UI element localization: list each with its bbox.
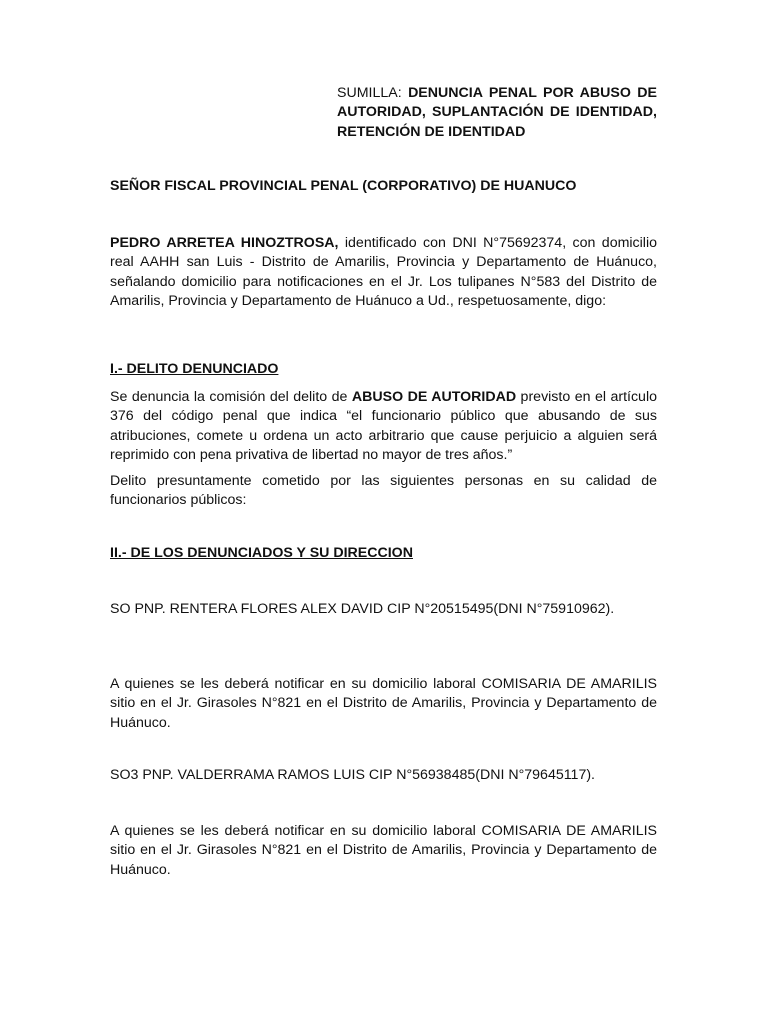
sumilla-label: SUMILLA:	[337, 85, 409, 101]
section1-p1-before: Se denuncia la comisión del delito de	[110, 389, 352, 405]
section1-heading: I.- DELITO DENUNCIADO	[110, 361, 279, 377]
accused-2: SO3 PNP. VALDERRAMA RAMOS LUIS CIP N°56938485(DNI N°79645117).	[110, 767, 596, 783]
section1-paragraph2: Delito presuntamente cometido por las siguientes personas en su calidad de funcionarios públicos:	[110, 473, 657, 509]
sumilla	[337, 84, 657, 142]
section2-heading: II.- DE LOS DENUNCIADOS Y SU DIRECCION	[110, 545, 413, 561]
notify-paragraph-2: A quienes se les deberá notificar en su domicilio laboral COMISARIA DE AMARILIS sitio en el Jr. Girasoles N°821 en el Distrito de Amarilis, Provincia y Departamento de Huánuco.	[110, 823, 657, 878]
section1-paragraph1	[110, 388, 657, 466]
sumilla-title: DENUNCIA PENAL POR ABUSO DE AUTORIDAD, SUPLANTACIÓN DE IDENTIDAD, RETENCIÓN DE IDENTIDAD	[337, 85, 657, 140]
crime-name: ABUSO DE AUTORIDAD	[351, 389, 517, 405]
accused-1: SO PNP. RENTERA FLORES ALEX DAVID CIP N°20515495(DNI N°75910962).	[110, 601, 615, 617]
intro-paragraph	[110, 234, 657, 312]
intro-text: identificado con DNI N°75692374, con domicilio real AAHH san Luis - Distrito de Amarilis, Provincia y Departamento de Huánuco, señalando domicilio para notificaciones en el Jr. Los tulipanes N°583 del Distrito de Amarilis, Provincia y Departamento de Huánuco a Ud., respetuosamente, digo:	[110, 235, 657, 310]
complainant-name: PEDRO ARRETEA HINOZTROSA,	[110, 235, 339, 251]
notify-paragraph-1: A quienes se les deberá notificar en su domicilio laboral COMISARIA DE AMARILIS sitio en el Jr. Girasoles N°821 en el Distrito de Amarilis, Provincia y Departamento de Huánuco.	[110, 676, 657, 731]
section1-p1-after: previsto en el artículo 376 del código penal que indica “el funcionario público que abusando de sus atribuciones, comete u ordena un acto arbitrario que cause perjuicio a alguien será reprimido con pena privativa de libertad no mayor de tres años.”	[110, 389, 657, 464]
addressee: SEÑOR FISCAL PROVINCIAL PENAL (CORPORATIVO) DE HUANUCO	[110, 178, 577, 194]
